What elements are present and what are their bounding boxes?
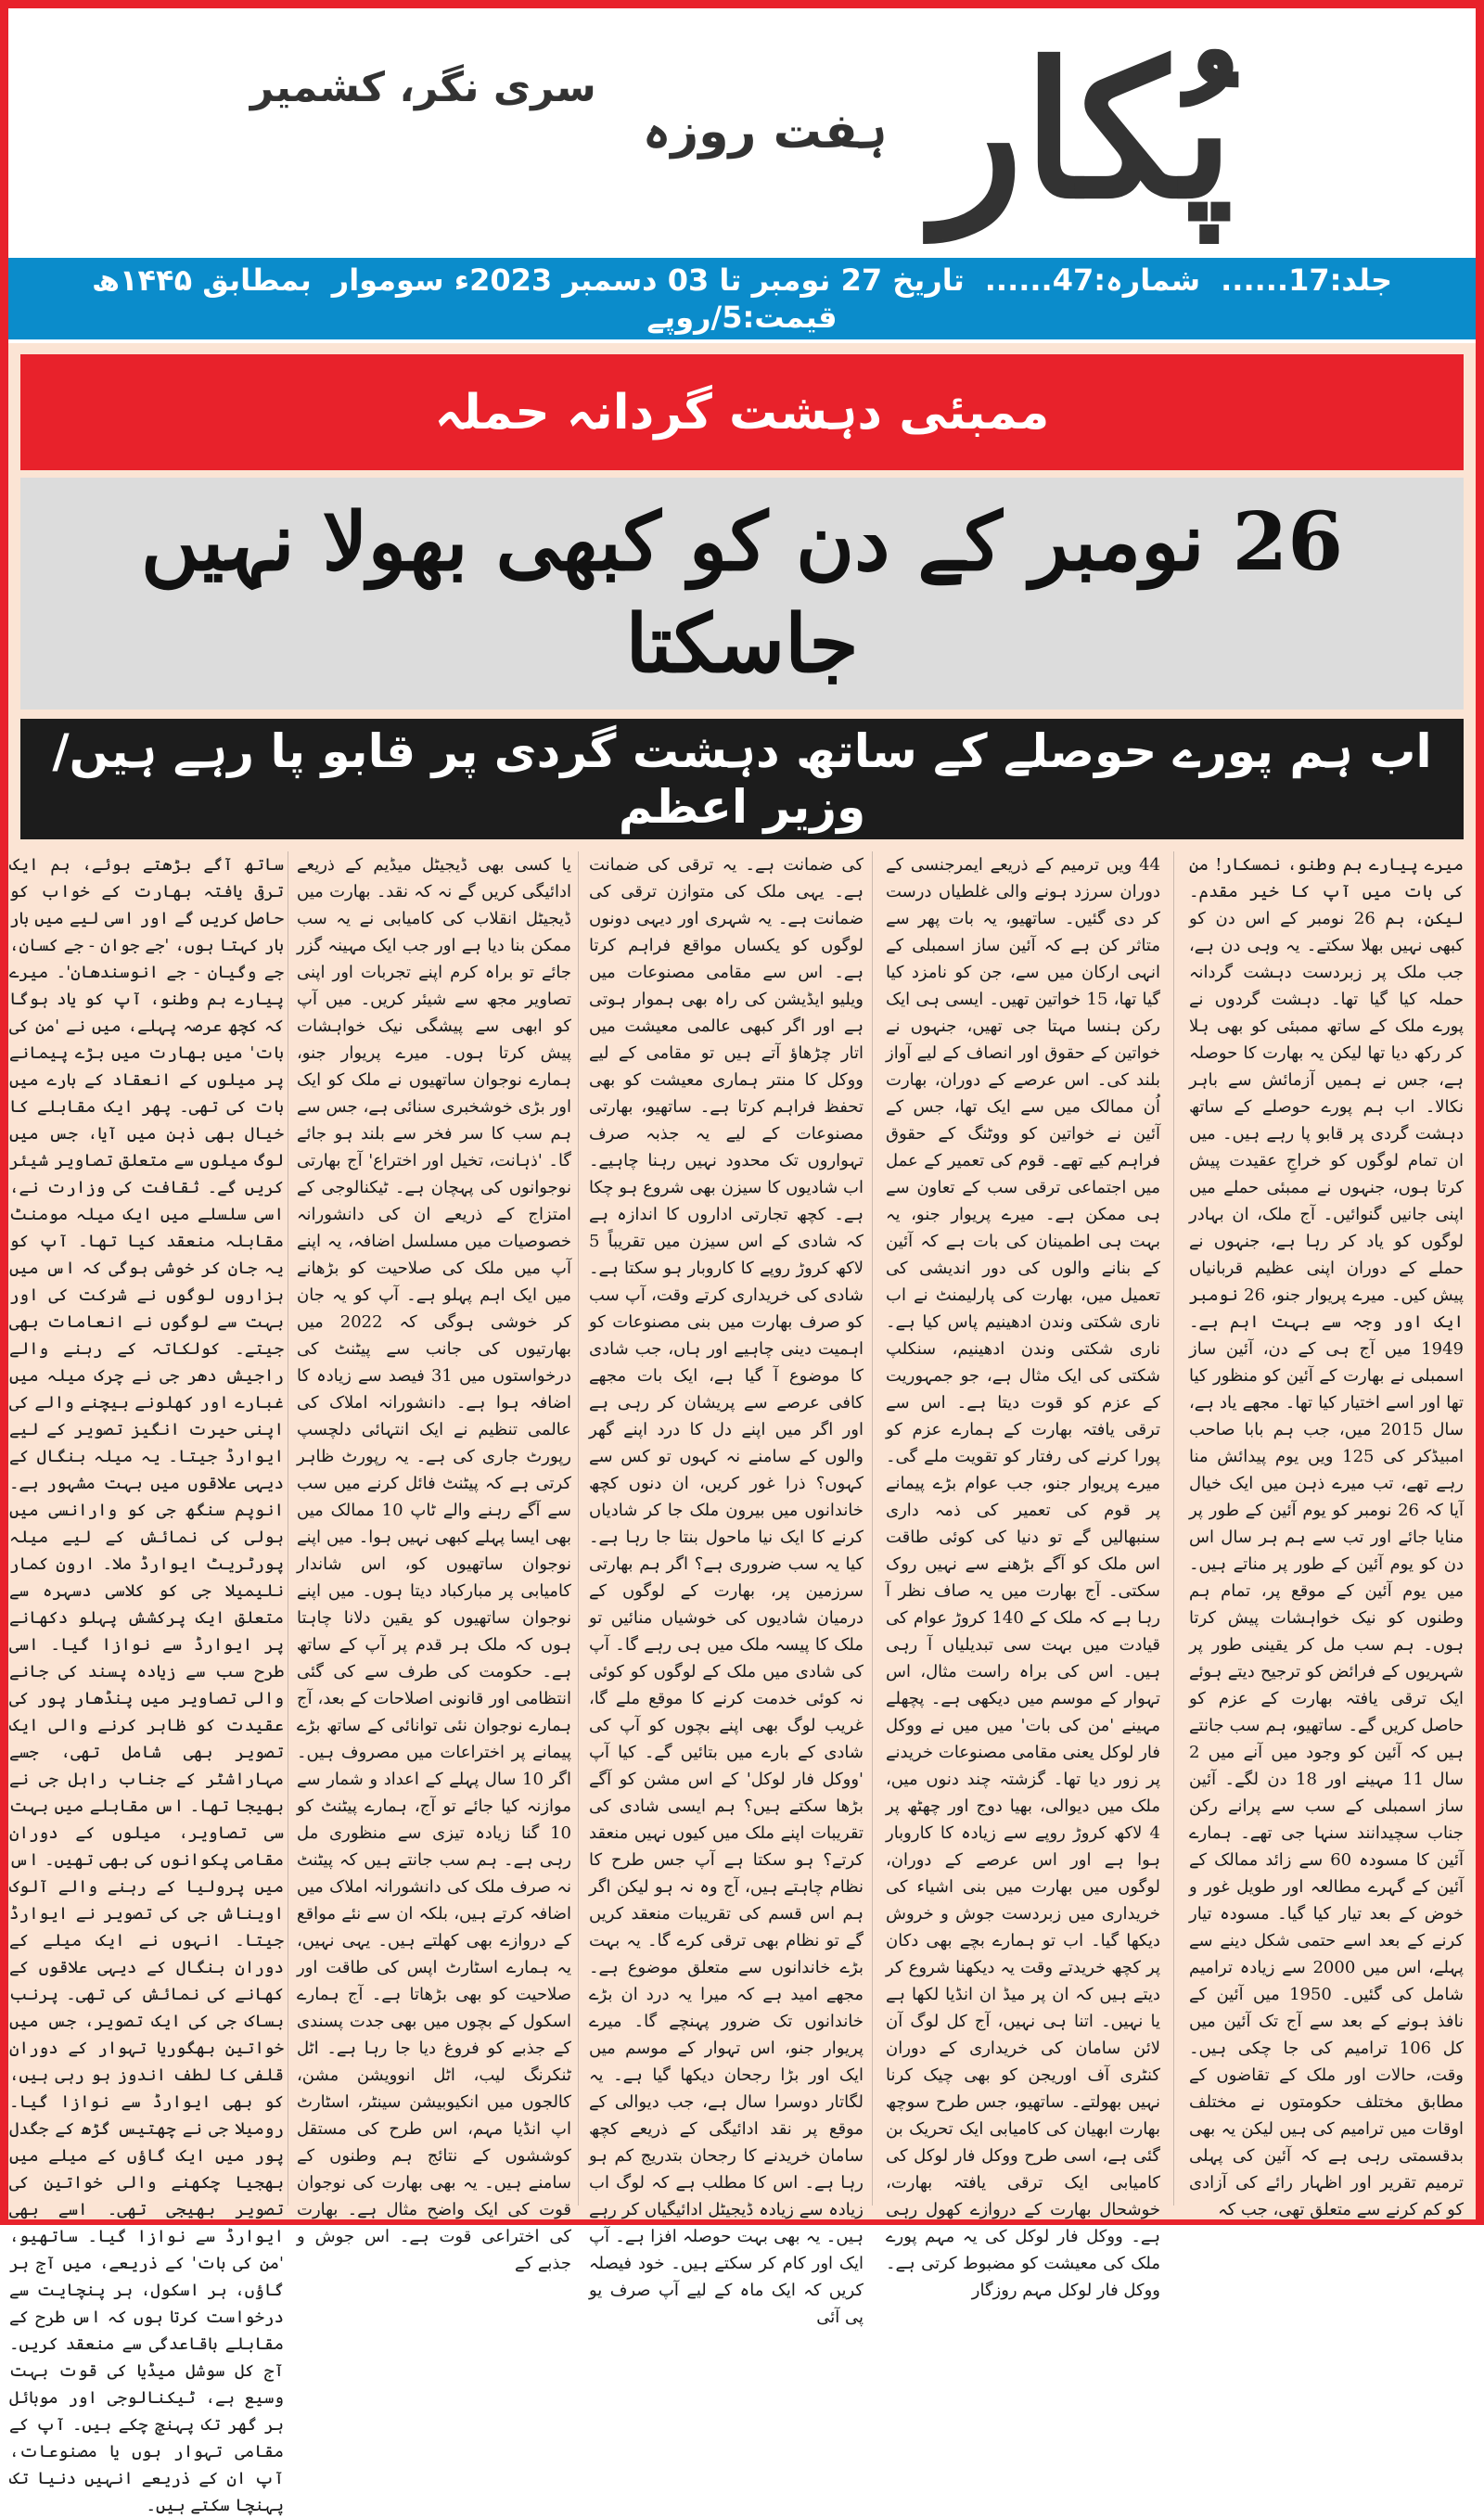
publication-location: سری نگر، کشمیر [249, 64, 596, 111]
column-divider [1173, 851, 1174, 2206]
article-column-2: 44 ویں ترمیم کے ذریعے ایمرجنسی کے دوران سرزد ہونے والی غلطیاں درست کر دی گئیں۔ ساتھیو، یہ بات پھر سے متاثر کن ہے کہ آئین ساز اسمبلی کے انہی ارکان میں سے، جن کو نامزد کیا گیا تھا، 15 خواتین تھیں۔ ایسی ہی ایک رکن ہنسا مہتا جی تھیں، جنہوں نے خواتین کے حقوق اور انصاف کے لیے آواز بلند کی۔ اس عرصے کے دوران، بھارت اُن ممالک میں سے ایک تھا، جس کے آئین نے خواتین کو ووٹنگ کے حقوق فراہم کیے تھے۔ قوم کی تعمیر کے عمل میں اجتماعی ترقی سب کے تعاون سے ہی ممکن ہے۔ میرے پریوار جنو، یہ بہت ہی اطمینان کی بات ہے کہ آئین کے بنانے والوں کی دور اندیشی کی تعمیل میں، بھارت کی پارلیمنٹ نے اب ناری شکتی وندن ادھینیم پاس کیا ہے۔ ناری شکتی وندن ادھینیم، سنکلپ شکتی کی ایک مثال ہے، جو جمہوریت کے عزم کو قوت دیتا ہے۔ اس سے ترقی یافتہ بھارت کے ہمارے عزم کو پورا کرنے کی رفتار کو تقویت ملے گی۔ میرے پریوار جنو، جب عوام بڑے پیمانے پر قوم کی تعمیر کی ذمہ داری سنبھالیں گے تو دنیا کی کوئی طاقت اس ملک کو آگے بڑھنے سے نہیں روک سکتی۔ آج بھارت میں یہ صاف نظر آ رہا ہے کہ ملک کے 140 کروڑ عوام کی قیادت میں بہت سی تبدیلیاں آ رہی ہیں۔ اس کی براہ راست مثال، اس تہوار کے موسم میں دیکھی ہے۔ پچھلے مہینے 'من کی بات' میں میں نے ووکل فار لوکل یعنی مقامی مصنوعات خریدنے پر زور دیا تھا۔ گزشتہ چند دنوں میں، ملک میں دیوالی، بھیا دوج اور چھٹھ پر 4 لاکھ کروڑ روپے سے زیادہ کا کاروبار ہوا ہے اور اس عرصے کے دوران، لوگوں میں بھارت میں بنی اشیاء کی خریداری میں زبردست جوش و خروش دیکھا گیا۔ اب تو ہمارے بچے بھی دکان پر کچھ خریدتے وقت یہ دیکھنا شروع کر دیتے ہیں کہ ان پر میڈ ان انڈیا لکھا ہے یا نہیں۔ اتنا ہی نہیں، آج کل لوگ آن لائن سامان کی خریداری کے دوران کنٹری آف اوریجن کو بھی چیک کرنا نہیں بھولتے۔ ساتھیو، جس طرح سوچھ بھارت ابھیان کی کامیابی ایک تحریک بن گئی ہے، اسی طرح ووکل فار لوکل کی کامیابی ایک ترقی یافتہ بھارت، خوشحال بھارت کے دروازے کھول رہی ہے۔ ووکل فار لوکل کی یہ مہم پورے ملک کی معیشت کو مضبوط کرتی ہے۔ ووکل فار لوکل مہم روزگار [886, 855, 1160, 2300]
price: قیمت:5/روپے [646, 300, 838, 335]
issue-info-strip [8, 258, 1476, 339]
article-column-3: کی ضمانت ہے۔ یہ ترقی کی ضمانت ہے۔ یہی ملک کی متوازن ترقی کی ضمانت ہے۔ یہ شہری اور دیہی دونوں لوگوں کو یکساں مواقع فراہم کرتا ہے۔ اس سے مقامی مصنوعات میں ویلیو ایڈیشن کی راہ بھی ہموار ہوتی ہے اور اگر کبھی عالمی معیشت میں اتار چڑھاؤ آتے ہیں تو مقامی کے لیے ووکل کا منتر ہماری معیشت کو بھی تحفظ فراہم کرتا ہے۔ ساتھیو، بھارتی مصنوعات کے لیے یہ جذبہ صرف تہواروں تک محدود نہیں رہنا چاہیے۔ اب شادیوں کا سیزن بھی شروع ہو چکا ہے۔ کچھ تجارتی اداروں کا اندازہ ہے کہ شادی کے اس سیزن میں تقریباً 5 لاکھ کروڑ روپے کا کاروبار ہو سکتا ہے۔ شادی کی خریداری کرتے وقت، آپ سب کو صرف بھارت میں بنی مصنوعات کو اہمیت دینی چاہیے اور ہاں، جب شادی کا موضوع آ گیا ہے، ایک بات مجھے کافی عرصے سے پریشان کر رہی ہے اور اگر میں اپنے دل کا درد اپنے گھر والوں کے سامنے نہ کہوں تو کس سے کہوں؟ ذرا غور کریں، ان دنوں کچھ خاندانوں میں بیرون ملک جا کر شادیاں کرنے کا ایک نیا ماحول بنتا جا رہا ہے۔ کیا یہ سب ضروری ہے؟ اگر ہم بھارتی سرزمین پر، بھارت کے لوگوں کے درمیان شادیوں کی خوشیاں منائیں تو ملک کا پیسہ ملک میں ہی رہے گا۔ آپ کی شادی میں ملک کے لوگوں کو کوئی نہ کوئی خدمت کرنے کا موقع ملے گا، غریب لوگ بھی اپنے بچوں کو آپ کی شادی کے بارے میں بتائیں گے۔ کیا آپ 'ووکل فار لوکل' کے اس مشن کو آگے بڑھا سکتے ہیں؟ ہم ایسی شادی کی تقریبات اپنے ملک میں کیوں نہیں منعقد کرتے؟ ہو سکتا ہے آپ جس طرح کا نظام چاہتے ہیں، آج وہ نہ ہو لیکن اگر ہم اس قسم کی تقریبات منعقد کریں گے تو نظام بھی ترقی کرے گا۔ یہ بہت بڑے خاندانوں سے متعلق موضوع ہے۔ مجھے امید ہے کہ میرا یہ درد ان بڑے خاندانوں تک ضرور پہنچے گا۔ میرے پریوار جنو، اس تہوار کے موسم میں ایک اور بڑا رجحان دیکھا گیا ہے۔ یہ لگاتار دوسرا سال ہے، جب دیوالی کے موقع پر نقد ادائیگی کے ذریعے کچھ سامان خریدنے کا رجحان بتدریج کم ہو رہا ہے۔ اس کا مطلب ہے کہ لوگ اب زیادہ سے زیادہ ڈیجیٹل ادائیگیاں کر رہے ہیں۔ یہ بھی بہت حوصلہ افزا ہے۔ آپ ایک اور کام کر سکتے ہیں۔ خود فیصلہ کریں کہ ایک ماہ کے لیے آپ صرف یو پی آئی [589, 855, 864, 2327]
main-headline: 26 نومبر کے دن کو کبھی بھولا نہیں جاسکتا [20, 478, 1464, 710]
publication-frequency: ہفت روزہ [642, 104, 888, 160]
sub-headline: اب ہم پورے حوصلے کے ساتھ دہشت گردی پر قابو پا رہے ہیں/ وزیر اعظم [20, 719, 1464, 839]
article-column-5: ساتھ آگے بڑھتے ہوئے، ہم ایک ترقی یافتہ بھارت کے خواب کو حاصل کریں گے اور اسی لیے میں بار بار کہتا ہوں، 'جے جوان - جے کسان، جے وگیان - جے انوسندھان'۔ میرے پیارے ہم وطنو، آپ کو یاد ہوگا کہ کچھ عرصہ پہلے، میں نے 'من کی بات' میں بھارت میں بڑے پیمانے پر میلوں کے انعقاد کے بارے میں بات کی تھی۔ پھر ایک مقابلے کا خیال بھی ذہن میں آیا، جس میں لوگ میلوں سے متعلق تصاویر شیئر کریں گے۔ ثقافت کی وزارت نے، اسی سلسلے میں ایک میلہ مومنٹ مقابلہ منعقد کیا تھا۔ آپ کو یہ جان کر خوشی ہوگی کہ اس میں ہزاروں لوگوں نے شرکت کی اور بہت سے لوگوں نے انعامات بھی جیتے۔ کولکاتہ کے رہنے والے راجیش دھر جی نے چرک میلہ میں غبارے اور کھلونے بیچنے والے کی اپنی حیرت انگیز تصویر کے لیے ایوارڈ جیتا۔ یہ میلہ بنگال کے دیہی علاقوں میں بہت مشہور ہے۔ انوپم سنگھ جی کو وارانسی میں ہولی کی نمائش کے لیے میلہ پورٹریٹ ایوارڈ ملا۔ ارون کمار نلیمیلا جی کو کلاسی دسہرہ سے متعلق ایک پرکشش پہلو دکھانے پر ایوارڈ سے نوازا گیا۔ اسی طرح سب سے زیادہ پسند کی جانے والی تصاویر میں پنڈھار پور کی عقیدت کو ظاہر کرنے والی ایک تصویر بھی شامل تھی، جسے مہاراشٹر کے جناب راہل جی نے بھیجا تھا۔ اس مقابلے میں بہت سی تصاویر، میلوں کے دوران مقامی پکوانوں کی بھی تھیں۔ اس میں پرولیا کے رہنے والے آلوک اویناش جی کی تصویر نے ایوارڈ جیتا۔ انہوں نے ایک میلے کے دوران بنگال کے دیہی علاقوں کے کھانے کی نمائش کی تھی۔ پرنب بساک جی کی ایک تصویر، جس میں خواتین بھگوریا تہوار کے دوران قلفی کا لطف اندوز ہو رہی ہیں، کو بھی ایوارڈ سے نوازا گیا۔ رومیلا جی نے چھتیس گڑھ کے جگدل پور میں ایک گاؤں کے میلے میں بھجیا چکھنے والی خواتین کی تصویر بھیجی تھی۔ اسے بھی ایوارڈ سے نوازا گیا۔ ساتھیو، 'من کی بات' کے ذریعے، میں آج ہر گاؤں، ہر اسکول، ہر پنچایت سے درخواست کرتا ہوں کہ اس طرح کے مقابلے باقاعدگی سے منعقد کریں۔ آج کل سوشل میڈیا کی قوت بہت وسیع ہے، ٹیکنالوجی اور موبائل ہر گھر تک پہنچ چکے ہیں۔ آپ کے مقامی تہوار ہوں یا مصنوعات، آپ ان کے ذریعے انہیں دنیا تک پہنچا سکتے ہیں۔ [9, 855, 284, 2515]
hijri-date: بمطابق ۱۴۴۵ھ [91, 262, 312, 298]
column-divider [578, 851, 579, 2206]
article-column-1: میرے پیارے ہم وطنو، نمسکار! من کی بات میں آپ کا خیر مقدم۔ لیکن، ہم 26 نومبر کے اس دن کو کبھی نہیں بھلا سکتے۔ یہ وہی دن ہے، جب ملک پر زبردست دہشت گردانہ حملہ کیا گیا تھا۔ دہشت گردوں نے پورے ملک کے ساتھ ممبئی کو بھی ہلا کر رکھ دیا تھا لیکن یہ بھارت کا حوصلہ ہے، جس نے ہمیں آزمائش سے باہر نکالا۔ اب ہم پورے حوصلے کے ساتھ دہشت گردی پر قابو پا رہے ہیں۔ میں ان تمام لوگوں کو خراجِ عقیدت پیش کرتا ہوں، جنہوں نے ممبئی حملے میں اپنی جانیں گنوائیں۔ آج ملک، ان بہادر لوگوں کو یاد کر رہا ہے، جنہوں نے حملے کے دوران اپنی عظیم قربانیاں پیش کیں۔ میرے پریوار جنو، 26 نومبر ایک اور وجہ سے بہت اہم ہے۔ 1949 میں آج ہی کے دن، آئین ساز اسمبلی نے بھارت کے آئین کو منظور کیا تھا اور اسے اختیار کیا تھا۔ مجھے یاد ہے، سال 2015 میں، جب ہم بابا صاحب امبیڈکر کی 125 ویں یوم پیدائش منا رہے تھے، تب میرے ذہن میں ایک خیال آیا کہ 26 نومبر کو یوم آئین کے طور پر منایا جائے اور تب سے ہم ہر سال اس دن کو یوم آئین کے طور پر مناتے ہیں۔ میں یوم آئین کے موقع پر، تمام ہم وطنوں کو نیک خواہشات پیش کرتا ہوں۔ ہم سب مل کر یقینی طور پر شہریوں کے فرائض کو ترجیح دیتے ہوئے ایک ترقی یافتہ بھارت کے عزم کو حاصل کریں گے۔ ساتھیو، ہم سب جانتے ہیں کہ آئین کو وجود میں آنے میں 2 سال 11 مہینے اور 18 دن لگے۔ آئین ساز اسمبلی کے سب سے پرانے رکن جناب سچیدانند سنہا جی تھے۔ ہمارے آئین کا مسودہ 60 سے زائد ممالک کے آئین کے گہرے مطالعہ اور طویل غور و خوض کے بعد تیار کیا گیا۔ مسودہ تیار کرنے کے بعد اسے حتمی شکل دینے سے پہلے، اس میں 2000 سے زیادہ ترامیم شامل کی گئیں۔ 1950 میں آئین کے نافذ ہونے کے بعد سے آج تک آئین میں کل 106 ترامیم کی جا چکی ہیں۔ وقت، حالات اور ملک کے تقاضوں کے مطابق مختلف حکومتوں نے مختلف اوقات میں ترامیم کی ہیں لیکن یہ بھی بدقسمتی رہی ہے کہ آئین کی پہلی ترمیم تقریر اور اظہار رائے کی آزادی کو کم کرنے سے متعلق تھی، جب کہ [1189, 855, 1464, 2219]
volume-number: جلد:17...... [1221, 262, 1393, 298]
issue-number: شمارہ:47...... [984, 262, 1201, 298]
headline-kicker: ممبئی دہشت گردانہ حملہ [20, 354, 1464, 470]
article-column-4: یا کسی بھی ڈیجیٹل میڈیم کے ذریعے ادائیگی کریں گے نہ کہ نقد۔ بھارت میں ڈیجیٹل انقلاب کی کامیابی نے یہ سب ممکن بنا دیا ہے اور جب ایک مہینہ گزر جائے تو براہ کرم اپنے تجربات اور اپنی تصاویر مجھ سے شیئر کریں۔ میں آپ کو ابھی سے پیشگی نیک خواہشات پیش کرتا ہوں۔ میرے پریوار جنو، ہمارے نوجوان ساتھیوں نے ملک کو ایک اور بڑی خوشخبری سنائی ہے، جس سے ہم سب کا سر فخر سے بلند ہو جائے گا۔ 'ذہانت، تخیل اور اختراع' آج بھارتی نوجوانوں کی پہچان ہے۔ ٹیکنالوجی کے امتزاج کے ذریعے ان کی دانشورانہ خصوصیات میں مسلسل اضافہ، یہ اپنے آپ میں ملک کی صلاحیت کو بڑھانے میں ایک اہم پہلو ہے۔ آپ کو یہ جان کر خوشی ہوگی کہ 2022 میں بھارتیوں کی جانب سے پیٹنٹ کی درخواستوں میں 31 فیصد سے زیادہ کا اضافہ ہوا ہے۔ دانشورانہ املاک کی عالمی تنظیم نے ایک انتہائی دلچسپ رپورٹ جاری کی ہے۔ یہ رپورٹ ظاہر کرتی ہے کہ پیٹنٹ فائل کرنے میں سب سے آگے رہنے والے ٹاپ 10 ممالک میں بھی ایسا پہلے کبھی نہیں ہوا۔ میں اپنے نوجوان ساتھیوں کو، اس شاندار کامیابی پر مبارکباد دیتا ہوں۔ میں اپنے نوجوان ساتھیوں کو یقین دلانا چاہتا ہوں کہ ملک ہر قدم پر آپ کے ساتھ ہے۔ حکومت کی طرف سے کی گئی انتظامی اور قانونی اصلاحات کے بعد، آج ہمارے نوجوان نئی توانائی کے ساتھ بڑے پیمانے پر اختراعات میں مصروف ہیں۔ اگر 10 سال پہلے کے اعداد و شمار سے موازنہ کیا جائے تو آج، ہمارے پیٹنٹ کو 10 گنا زیادہ تیزی سے منظوری مل رہی ہے۔ ہم سب جانتے ہیں کہ پیٹنٹ نہ صرف ملک کی دانشورانہ املاک میں اضافہ کرتے ہیں، بلکہ ان سے نئے مواقع کے دروازے بھی کھلتے ہیں۔ یہی نہیں، یہ ہمارے اسٹارٹ اپس کی طاقت اور صلاحیت کو بھی بڑھاتا ہے۔ آج ہمارے اسکول کے بچوں میں بھی جدت پسندی کے جذبے کو فروغ دیا جا رہا ہے۔ اٹل ٹنکرنگ لیب، اٹل انوویشن مشن، کالجوں میں انکیوبیشن سینٹر، اسٹارٹ اپ انڈیا مہم، اس طرح کی مستقل کوششوں کے نتائج ہم وطنوں کے سامنے ہیں۔ یہ بھی بھارت کی نوجوان قوت کی ایک واضح مثال ہے۔ بھارت کی اختراعی قوت ہے۔ اس جوش و جذبے کے [297, 855, 571, 2273]
issue-date: تاریخ 27 نومبر تا 03 دسمبر 2023ء سوموار [331, 262, 965, 298]
masthead [8, 8, 1476, 255]
column-divider [872, 851, 873, 2206]
newspaper-logo: پُکار [933, 22, 1235, 240]
